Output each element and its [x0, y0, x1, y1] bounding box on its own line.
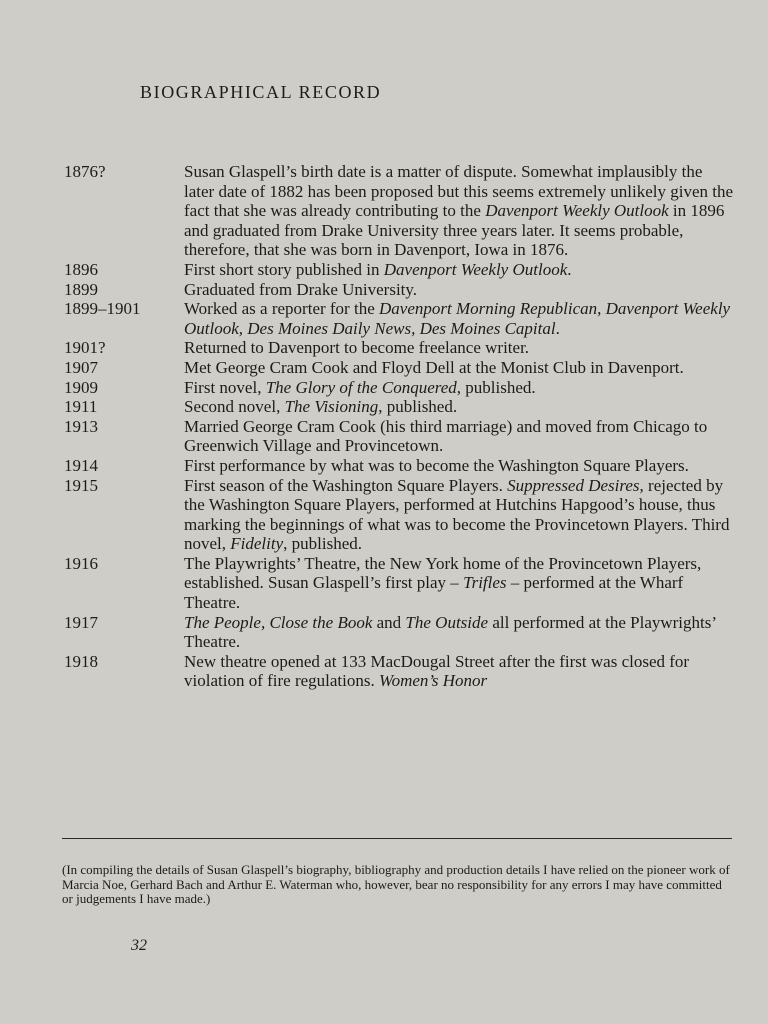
record-text: First season of the Washington Square Players. [184, 475, 508, 495]
record-entry [64, 378, 736, 398]
record-entry [64, 652, 736, 691]
page-number: 32 [131, 937, 147, 954]
record-text: all performed at the Playwrights’ Theatre. [184, 612, 716, 652]
record-entry [64, 476, 736, 554]
record-description [184, 358, 736, 378]
record-text: in 1896 and graduated from Drake University three years later. It seems probable, therefore, that she was born in Davenport, Iowa in 1876. [184, 201, 725, 260]
record-text: Graduated from Drake University. [184, 279, 418, 299]
record-text: Second novel, [184, 397, 285, 417]
record-year: 1916 [64, 553, 98, 573]
record-entry [64, 613, 736, 652]
italic-title: The Glory of the Conquered [265, 377, 457, 397]
record-text: , published. [283, 534, 363, 554]
record-description [184, 162, 736, 260]
italic-title: Davenport Weekly Outlook [485, 201, 669, 221]
record-text: Met George Cram Cook and Floyd Dell at the Monist Club in Davenport. [184, 357, 684, 377]
record-year: 1896 [64, 259, 98, 279]
footnote-divider [62, 838, 732, 839]
record-description [184, 417, 736, 456]
record-text: . [555, 318, 560, 338]
record-description [184, 476, 736, 554]
record-entry [64, 358, 736, 378]
record-entry [64, 397, 736, 417]
record-description [184, 652, 736, 691]
record-description [184, 397, 736, 417]
record-year: 1909 [64, 377, 98, 397]
record-text: , published. [456, 377, 536, 397]
record-text: . [567, 259, 572, 279]
record-year: 1899 [64, 279, 98, 299]
record-year: 1918 [64, 651, 98, 671]
footnote: (In compiling the details of Susan Glaspell’s biography, bibliography and production details I have relied on the pioneer work of Marcia Noe, Gerhard Bach and Arthur E. Waterman who, however, bear no responsibility for any errors I may have committed or judgements I have made.) [62, 862, 730, 907]
record-text: Susan Glaspell’s birth date is a matter of dispute. Somewhat implausibly the later date of 1882 has been proposed but this seems extremely unlikely given the fact that she was already contributing to the [184, 162, 734, 221]
record-year: 1907 [64, 357, 98, 377]
italic-title: Suppressed Desires [507, 475, 640, 495]
italic-title: Women’s Honor [378, 671, 488, 691]
italic-title: Fidelity [230, 534, 284, 554]
record-entry [64, 338, 736, 358]
italic-title: The Outside [405, 612, 489, 632]
record-text: Married George Cram Cook (his third marriage) and moved from Chicago to Greenwich Village and Provincetown. [184, 416, 708, 456]
record-entry [64, 456, 736, 476]
record-year: 1915 [64, 475, 98, 495]
page-heading: BIOGRAPHICAL RECORD [140, 82, 382, 102]
record-entry [64, 260, 736, 280]
italic-title: Davenport Morning Republican, Davenport Weekly Outlook, Des Moines Daily News, Des Moines Capital [184, 299, 731, 338]
record-description [184, 280, 736, 300]
record-entry [64, 554, 736, 613]
record-text: and [372, 612, 406, 632]
record-year: 1913 [64, 416, 98, 436]
italic-title: Davenport Weekly Outlook [383, 259, 568, 279]
record-text: First performance by what was to become the Washington Square Players. [184, 455, 689, 475]
record-description [184, 299, 736, 338]
record-description [184, 554, 736, 613]
record-text: First novel, [184, 377, 266, 397]
biographical-record-list [64, 162, 736, 691]
record-entry [64, 280, 736, 300]
record-year: 1901? [64, 338, 106, 358]
record-year: 1899–1901 [64, 299, 141, 319]
italic-title: Trifles [463, 573, 507, 593]
record-text: The Playwrights’ Theatre, the New York home of the Provincetown Players, established. Susan Glaspell’s first play – [184, 553, 702, 593]
record-description [184, 613, 736, 652]
record-text: , published. [378, 397, 458, 417]
record-entry [64, 162, 736, 260]
record-entry [64, 417, 736, 456]
italic-title: The People, Close the Book [184, 612, 373, 632]
record-description [184, 378, 736, 398]
record-year: 1911 [64, 397, 98, 417]
italic-title: The Visioning [284, 397, 379, 417]
record-year: 1914 [64, 455, 98, 475]
record-entry [64, 299, 736, 338]
record-year: 1876? [64, 162, 106, 181]
record-description [184, 338, 736, 358]
record-description [184, 260, 736, 280]
record-text: New theatre opened at 133 MacDougal Street after the first was closed for violation of fire regulations. [184, 651, 690, 691]
record-text: First short story published in [184, 259, 384, 279]
record-year: 1917 [64, 612, 98, 632]
record-text: Worked as a reporter for the [184, 299, 379, 319]
record-text: , rejected by the Washington Square Players, performed at Hutchins Hapgood’s house, thus marking the beginnings of what was to become the Provincetown Players. Third novel, [184, 475, 730, 554]
record-description [184, 456, 736, 476]
record-text: – performed at the Wharf Theatre. [184, 573, 684, 613]
record-text: Returned to Davenport to become freelance writer. [184, 338, 530, 358]
